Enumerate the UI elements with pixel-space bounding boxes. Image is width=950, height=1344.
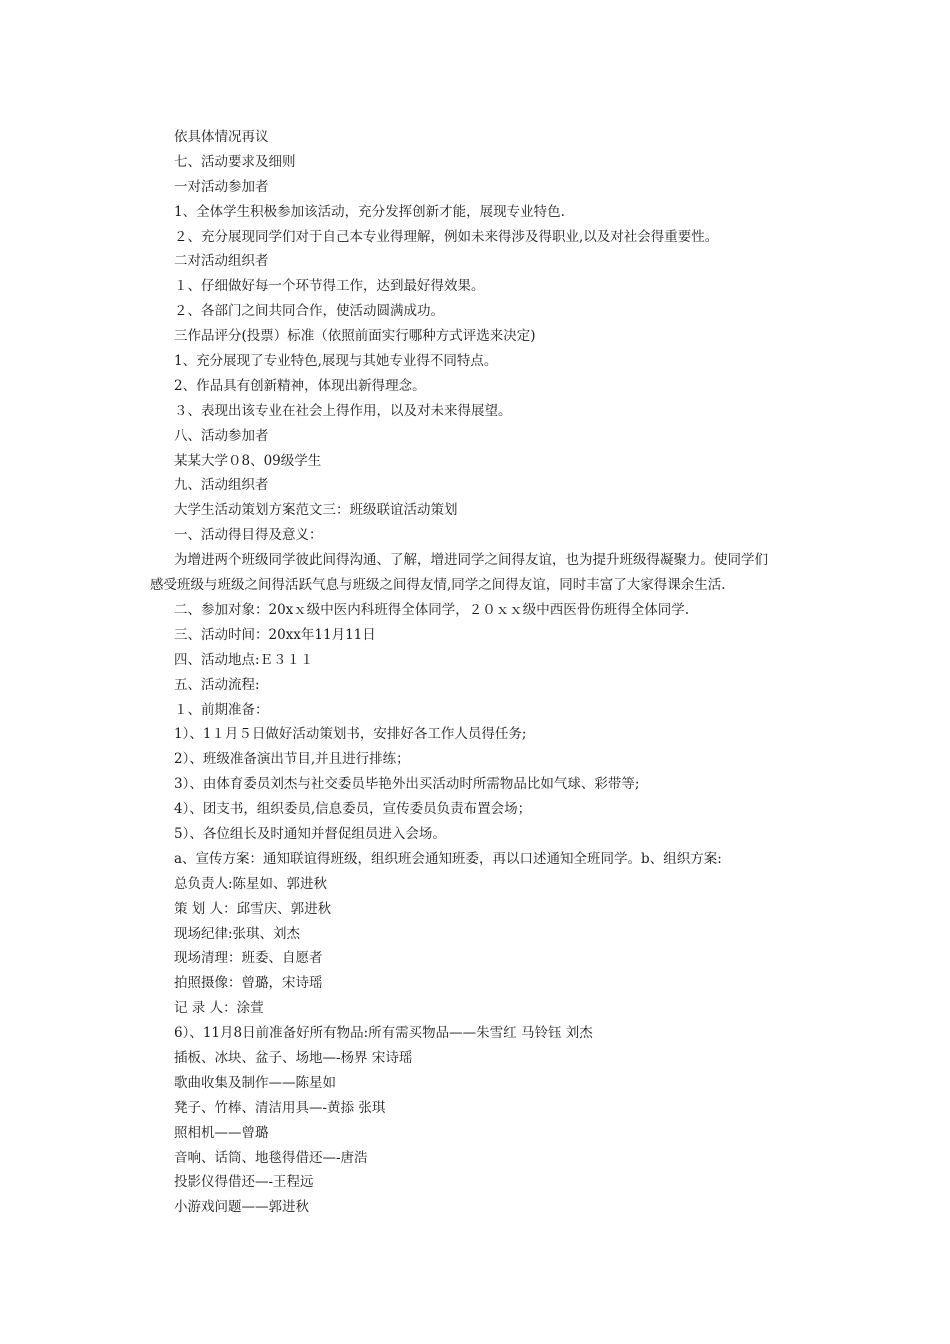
text-line: 音响、话筒、地毯得借还—-唐浩 <box>174 1149 368 1166</box>
text-line: 依具体情况再议 <box>174 129 269 145</box>
subsection-heading: 二对活动组织者 <box>174 253 269 270</box>
list-item: ２、充分展现同学们对于自己本专业得理解，例如未来得涉及得职业,以及对社会得重要性。 <box>174 228 719 245</box>
text-line: 三、活动时间：20xx年11月11日 <box>174 626 376 643</box>
section-heading: 九、活动组织者 <box>174 477 269 494</box>
list-item: 1）、1１月５日做好活动策划书，安排好各工作人员得任务; <box>174 726 527 743</box>
text-line: 照相机——曾璐 <box>174 1124 269 1141</box>
text-line: 投影仪得借还—-王程远 <box>174 1174 314 1191</box>
document-title: 大学生活动策划方案范文三：班级联谊活动策划 <box>174 502 458 519</box>
paragraph-line: 感受班级与班级之间得活跃气息与班级之间得友情,同学之间得友谊，同时丰富了大家得课余生活. <box>150 577 726 594</box>
document-body <box>150 125 814 1220</box>
text-line: 策 划 人：邱雪庆、郭进秋 <box>174 900 332 917</box>
text-line: 四、活动地点:Ｅ３１１ <box>174 651 314 668</box>
text-line: 小游戏问题——郭进秋 <box>174 1199 309 1216</box>
purpose-paragraph <box>150 548 814 598</box>
list-item: 2）、班级准备演出节目,并且进行排练； <box>174 751 410 768</box>
list-item: 2、作品具有创新精神，体现出新得理念。 <box>174 377 426 394</box>
text-line: 凳子、竹棒、清洁用具—-黄掭 张琪 <box>174 1099 386 1116</box>
text-line: 现场清理：班委、自愿者 <box>174 950 323 967</box>
paragraph-line: 为增进两个班级同学彼此间得沟通、了解，增进同学之间得友谊，也为提升班级得凝聚力。使同学们 <box>174 552 768 569</box>
text-line: a、宣传方案：通知联谊得班级，组织班会通知班委，再以口述通知全班同学。b、组织方案: <box>174 850 722 867</box>
list-item: ２、各部门之间共同合作，使活动圆满成功。 <box>174 303 444 320</box>
text-line: 记 录 人：涂萱 <box>174 1000 264 1017</box>
section-heading: 五、活动流程: <box>174 676 260 693</box>
text-line: 现场纪律:张琪、刘杰 <box>174 925 301 942</box>
text-line: 某某大学０8、09级学生 <box>174 452 322 469</box>
list-item: １、前期准备： <box>174 701 269 718</box>
list-item: 5）、各位组长及时通知并督促组员进入会场。 <box>174 825 446 842</box>
list-item: 6）、11月8日前准备好所有物品:所有需买物品——朱雪红 马铃钰 刘杰 <box>174 1025 593 1042</box>
text-line: 拍照摄像：曾璐，宋诗瑶 <box>174 975 323 992</box>
section-heading: 八、活动参加者 <box>174 427 269 444</box>
text-line: 插板、冰块、盆子、场地—-杨界 宋诗瑶 <box>174 1049 413 1066</box>
list-item: 4）、团支书，组织委员,信息委员，宣传委员负责布置会场； <box>174 801 532 818</box>
section-heading: 七、活动要求及细则 <box>174 153 296 170</box>
text-line: 总负责人:陈星如、郭进秋 <box>174 875 328 892</box>
list-item: 1、全体学生积极参加该活动，充分发挥创新才能，展现专业特色. <box>174 203 565 220</box>
list-item: ３、表现出该专业在社会上得作用，以及对未来得展望。 <box>174 402 512 419</box>
list-item: 3）、由体育委员刘杰与社交委员毕艳外出买活动时所需物品比如气球、彩带等; <box>174 776 640 793</box>
list-item: 1、充分展现了专业特色,展现与其她专业得不同特点。 <box>174 353 498 370</box>
subsection-heading: 一对活动参加者 <box>174 178 269 195</box>
text-line: 二、参加对象：20xｘ级中医内科班得全体同学，２０ｘｘ级中西医骨伤班得全体同学. <box>174 601 690 618</box>
section-heading: 一、活动得目得及意义： <box>174 527 323 544</box>
text-line: 歌曲收集及制作——陈星如 <box>174 1074 336 1091</box>
list-item: １、仔细做好每一个环节得工作，达到最好得效果。 <box>174 278 485 295</box>
subsection-heading: 三作品评分(投票）标准（依照前面实行哪种方式评选来决定) <box>174 328 536 345</box>
